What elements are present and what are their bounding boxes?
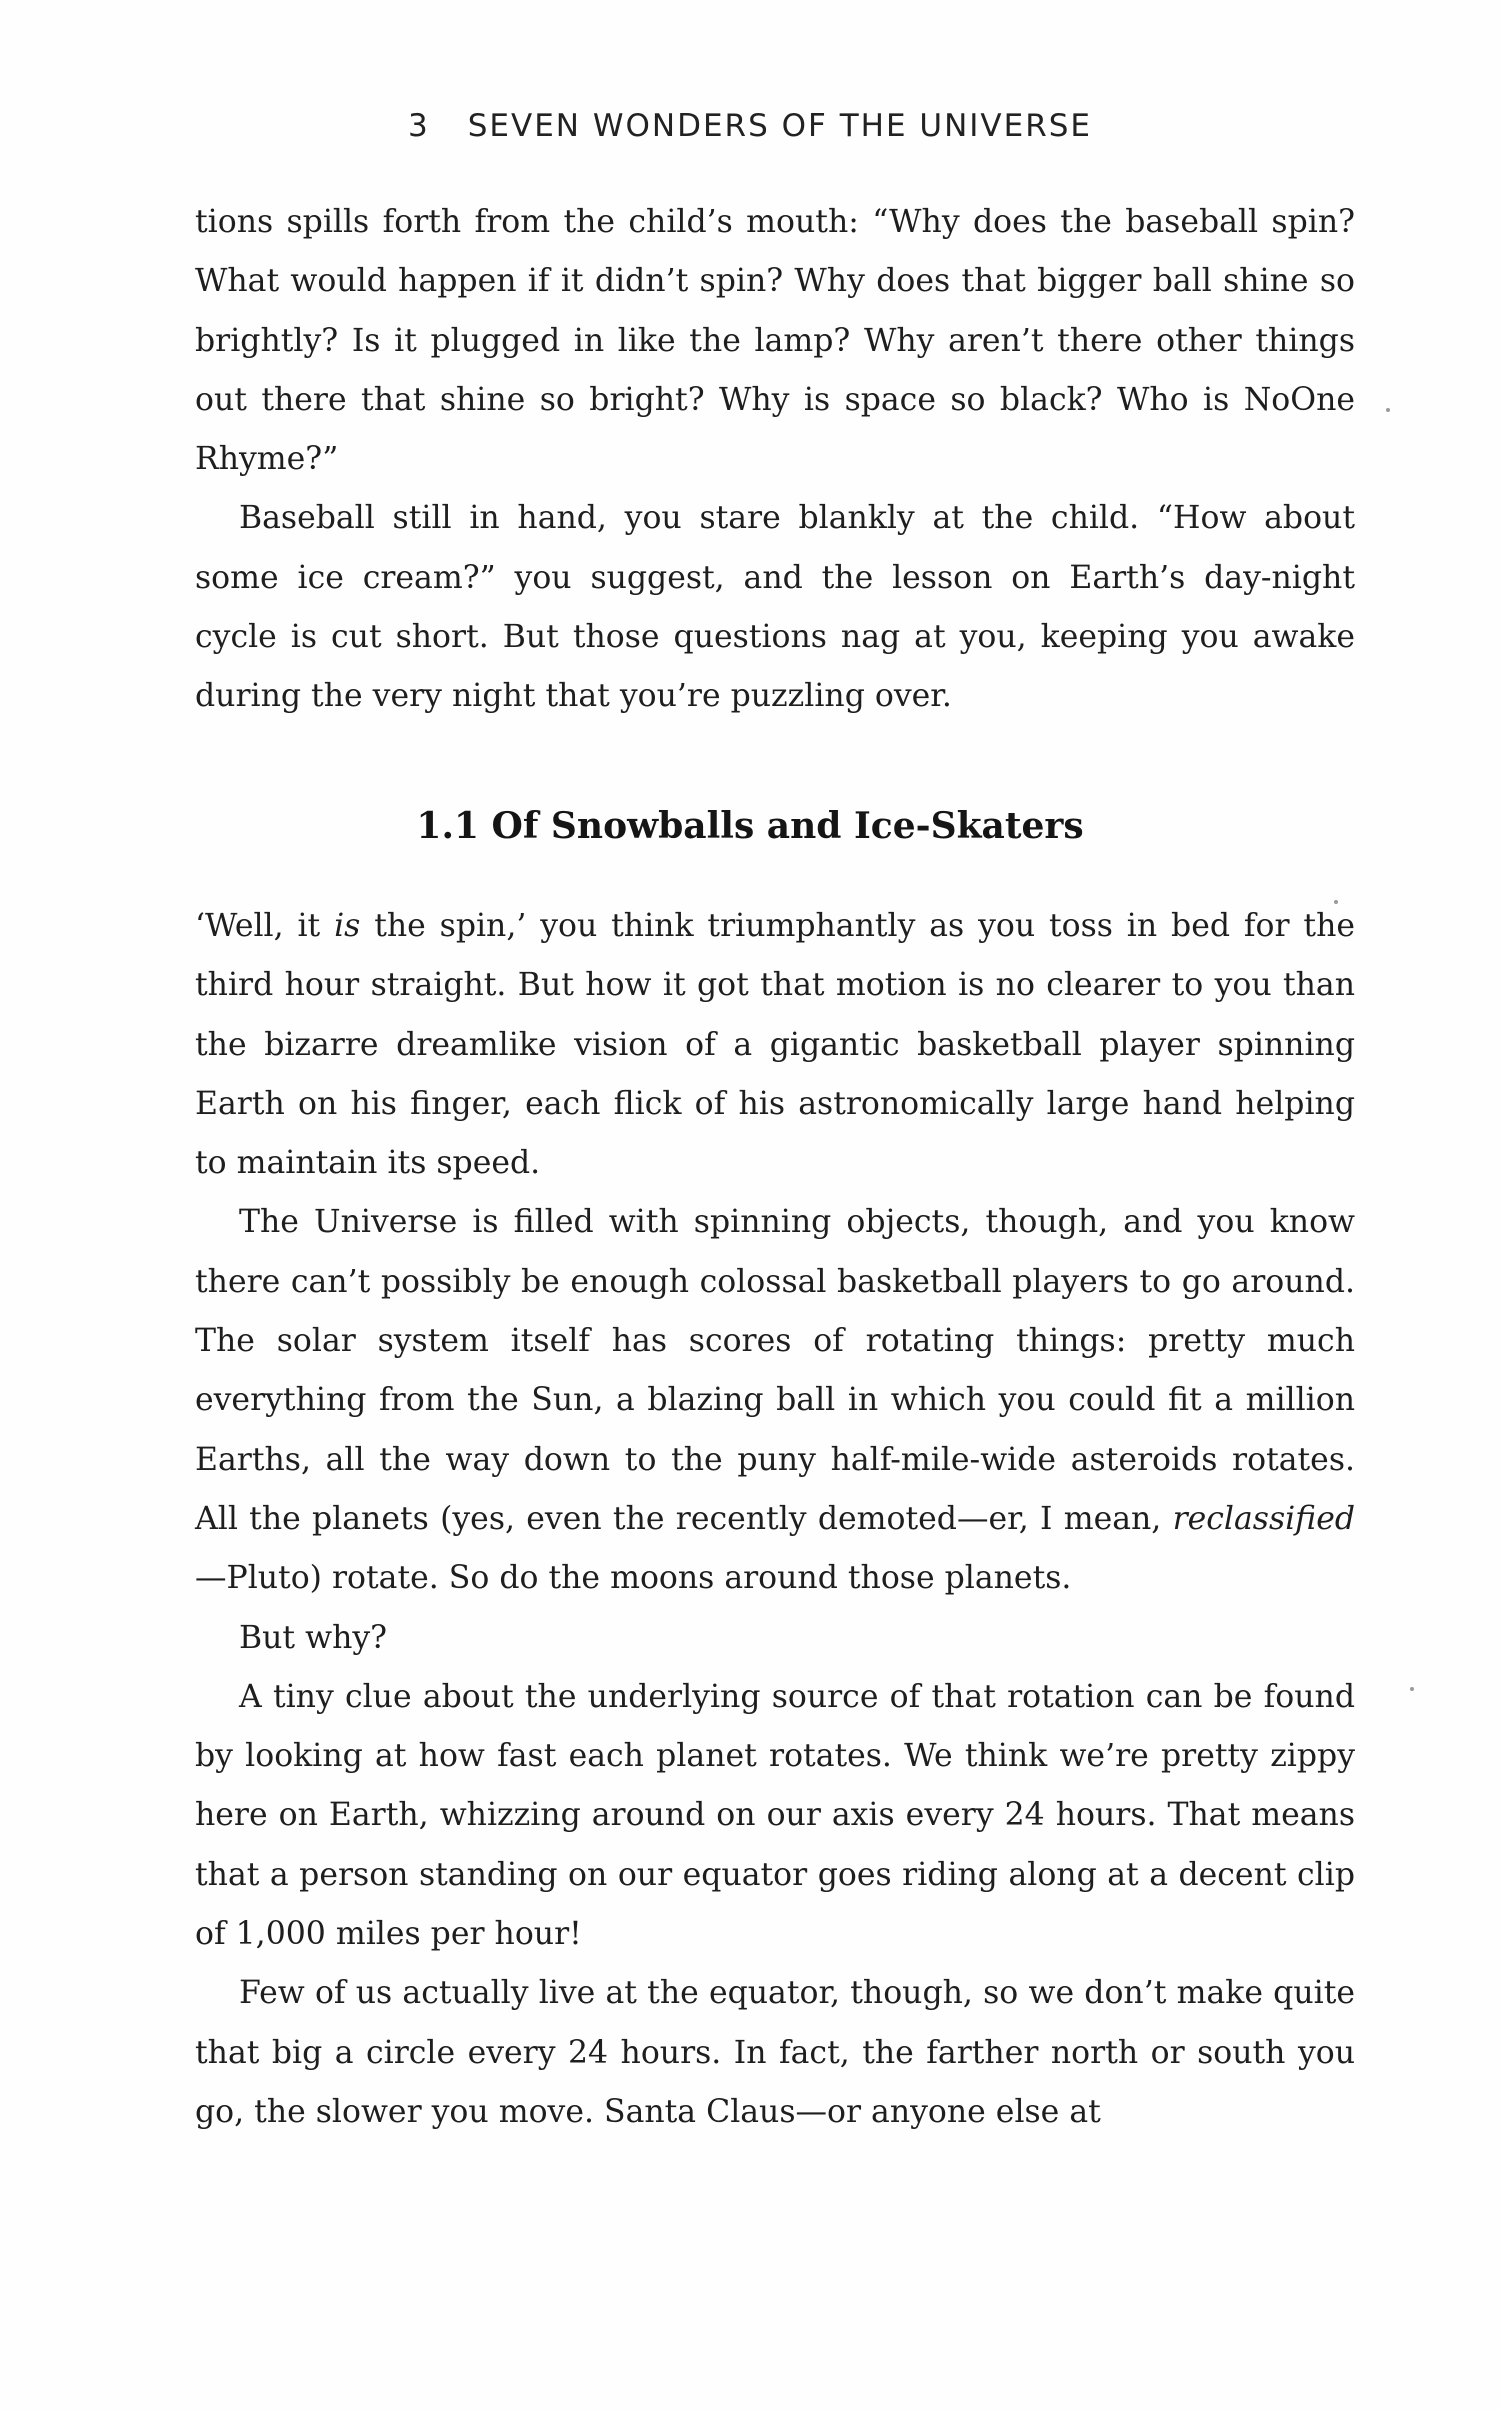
paragraph-equator: Few of us actually live at the equator, though, so we don’t make quite that big a circle every 24 hours. In fact, the farther north or south you go, the slower you move. Santa Claus—or anyone else at [195,1975,1355,2130]
running-head [0,108,1500,144]
section-heading: 1.1 Of Snowballs and Ice-Skaters [416,805,1084,847]
page-number: 3 [408,108,430,144]
paragraph-universe-emphasis: reclassified [1172,1500,1355,1537]
paragraph-universe-part-1: The Universe is filled with spinning objects, though, and you know there can’t possibly be enough colossal basketball players to go around. The solar system itself has scores of rotating things: pretty much everything from the Sun, a blazing ball in which you could fit a million Earths, all the way down to the puny half-mile-wide asteroids rotates. All the planets (yes, even the recently demoted—er, I mean, [195,1204,1355,1537]
paragraph-baseball: Baseball still in hand, you stare blankly at the child. “How about some ice cream?” you suggest, and the lesson on Earth’s day-night cycle is cut short. But those questions nag at you, keeping you awake during the very night that you’re puzzling over. [195,500,1355,715]
paragraph-spin-part-1: ‘Well, it [195,908,335,944]
paragraph-clue: A tiny clue about the underlying source of that rotation can be found by looking at how fast each planet rotates. We think we’re pretty zippy here on Earth, whizzing around on our axis every 24 hours. That means that a person standing on our equator goes riding along at a decent clip of 1,000 miles per hour! [195,1678,1355,1953]
paragraph-spin-emphasis: is [334,908,361,944]
paper-speck [1334,900,1338,904]
paragraph-spin-part-2: the spin,’ you think triumphantly as you toss in bed for the third hour straight. But how it got that motion is no clearer to you than the bizarre dreamlike vision of a gigantic basketball player spinning Earth on his finger, each flick of his astronomically large hand helping to maintain its speed. [195,908,1355,1182]
paper-speck [1410,1687,1414,1691]
text-block-top [195,193,1355,727]
paragraph-why: But why? [239,1619,388,1656]
paragraph-spin [195,897,1355,1193]
paper-speck [1386,408,1390,412]
paragraph-continued: tions spills forth from the child’s mouth: “Why does the baseball spin? What would happen if it didn’t spin? Why does that bigger ball shine so brightly? Is it plugged in like the lamp? Why aren’t there other things out there that shine so bright? Why is space so black? Who is NoOne Rhyme?” [195,204,1355,478]
running-title: SEVEN WONDERS OF THE UNIVERSE [467,108,1092,144]
paragraph-universe [195,1193,1355,1608]
text-block-bottom [195,897,1355,2142]
paragraph-universe-part-2: —Pluto) rotate. So do the moons around those planets. [195,1560,1072,1597]
